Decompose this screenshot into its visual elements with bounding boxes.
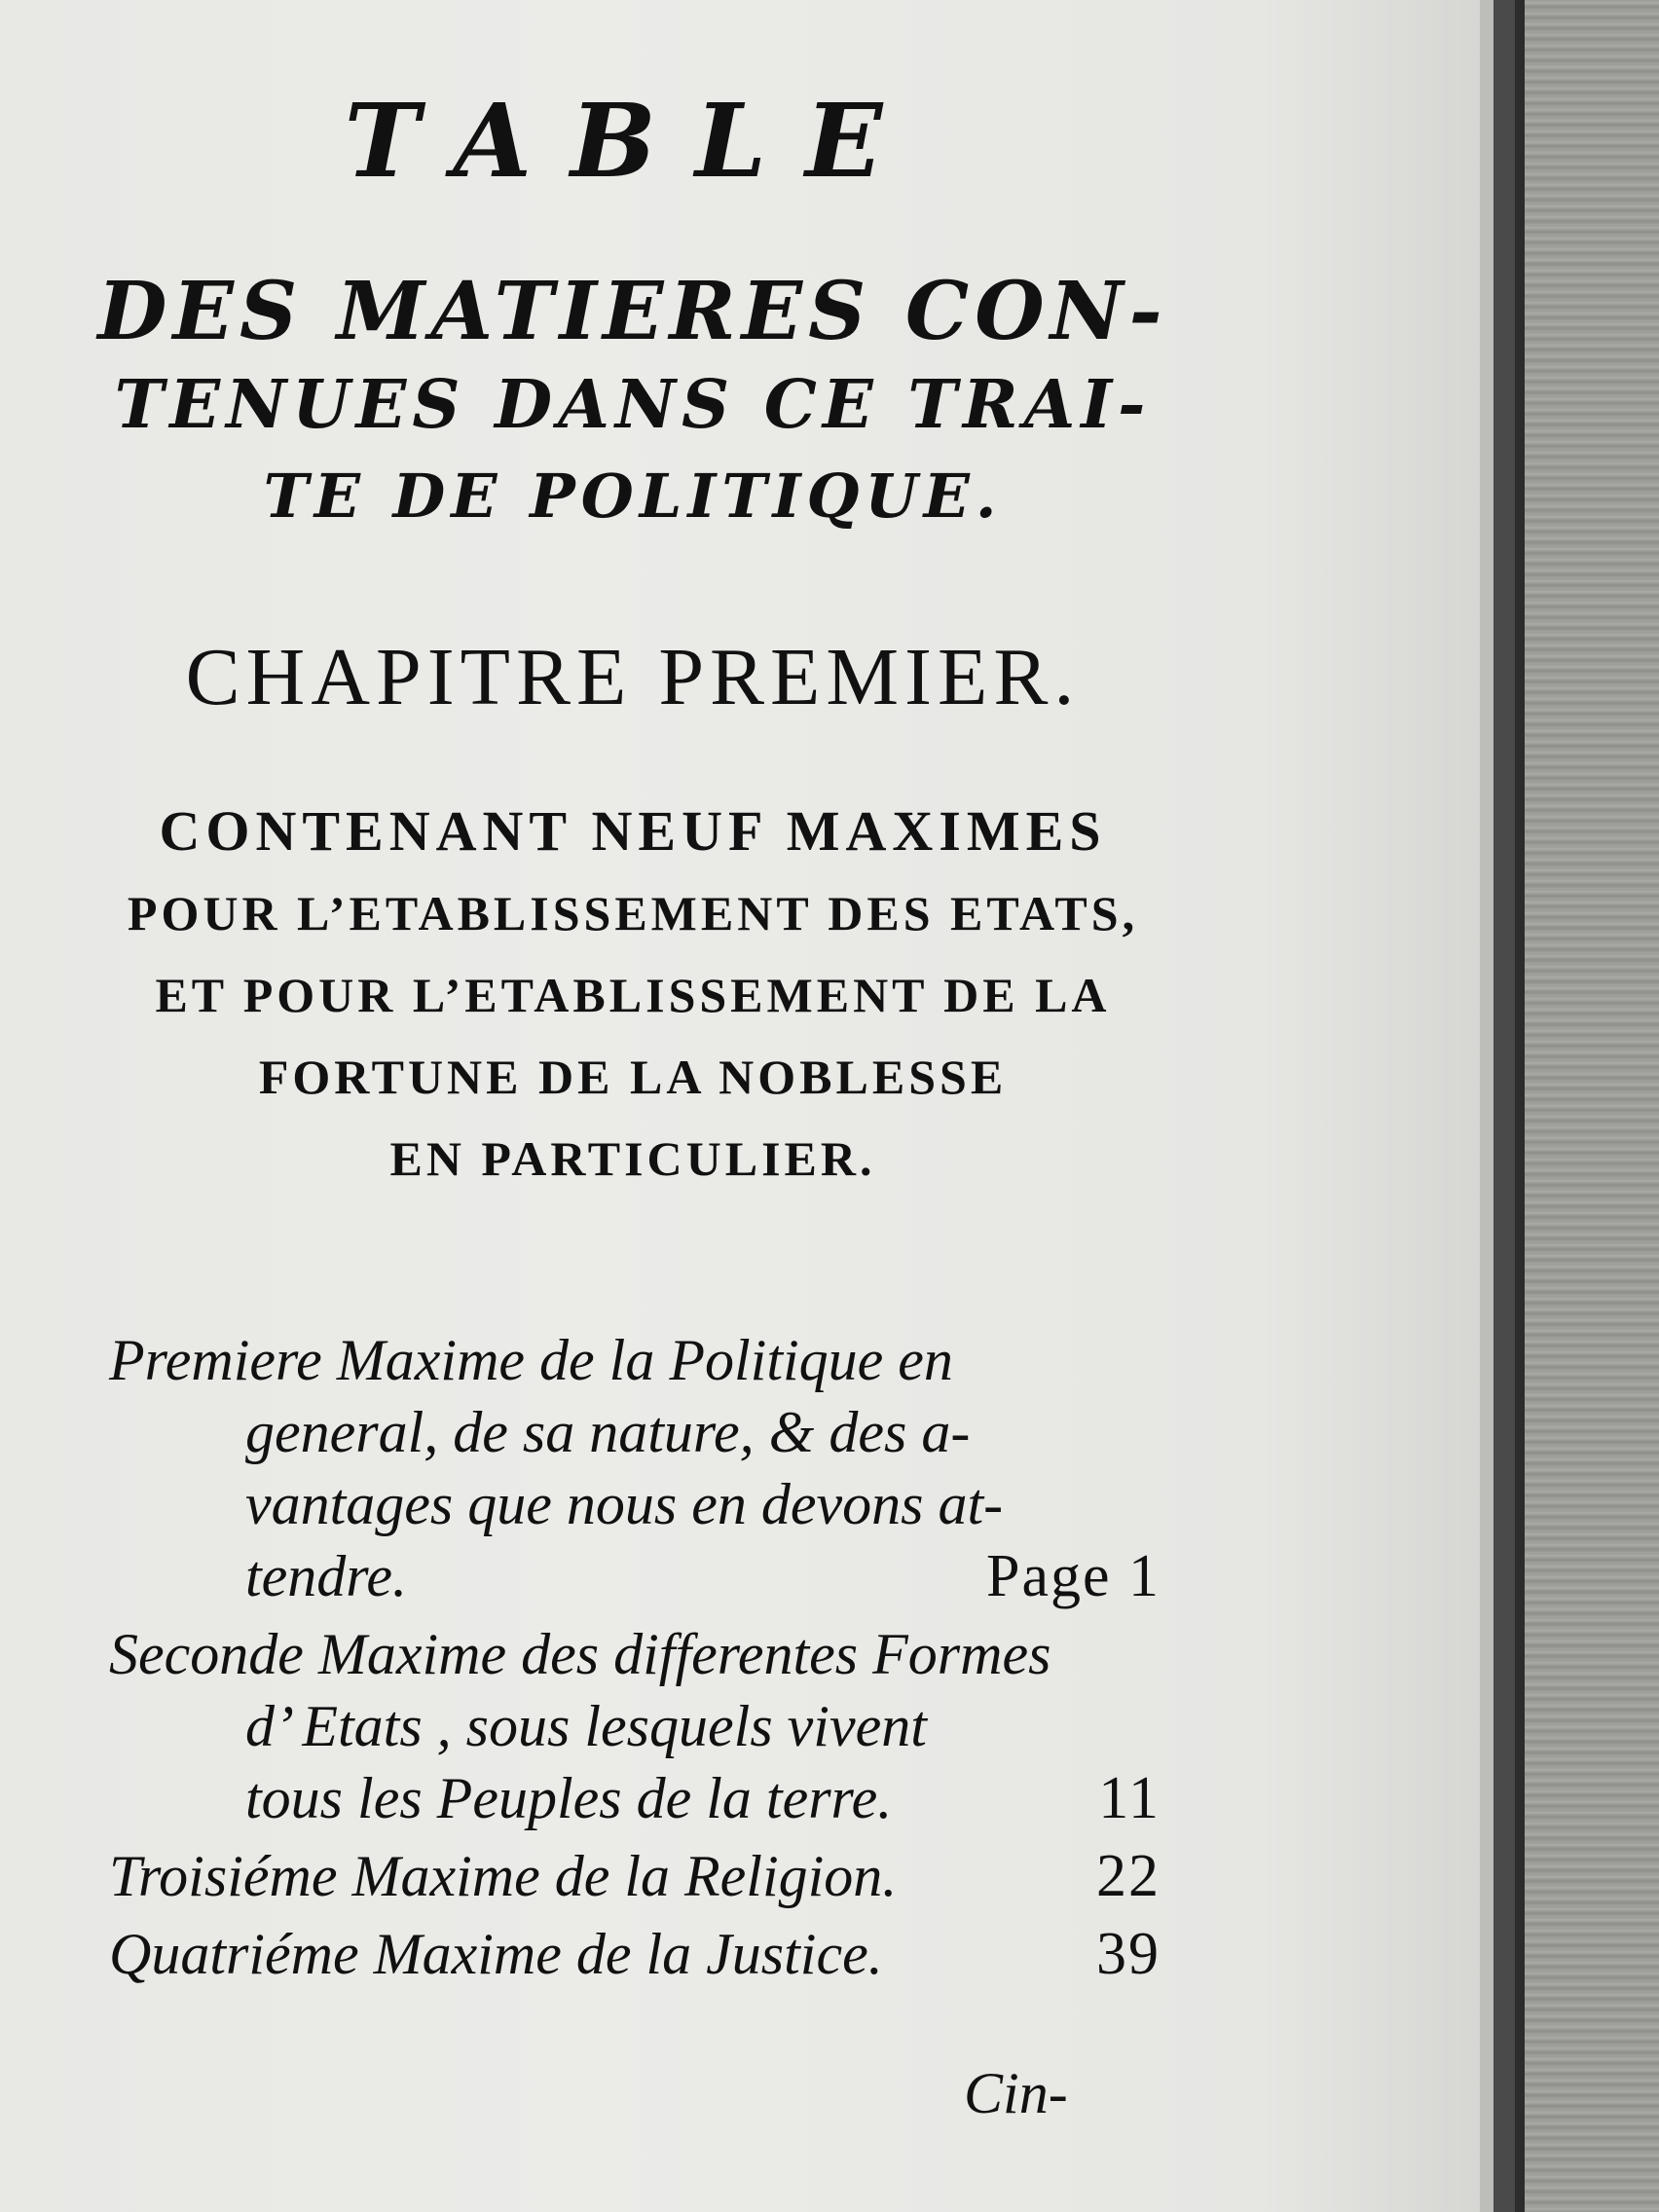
- contents-entry: [109, 1324, 1161, 1612]
- chapter-title: CHAPITRE PREMIER.: [185, 632, 1081, 722]
- entry-page-number: 39: [1096, 1921, 1161, 1987]
- table-subtitle: [97, 265, 1168, 541]
- table-heading: TABLE: [344, 81, 922, 201]
- contents-list: [109, 1324, 1161, 1996]
- entry-page-number: 22: [1096, 1843, 1161, 1909]
- subtitle-line: DES MATIERES CON-: [97, 265, 1168, 358]
- chapter-summary: [97, 791, 1168, 1199]
- summary-line: ET POUR L’ETABLISSEMENT DE LA: [155, 968, 1111, 1022]
- entry-page-number: 11: [1098, 1765, 1161, 1831]
- entry-line: general, de sa nature, & des a-: [245, 1400, 971, 1464]
- entry-line: Premiere Maxime de la Politique en: [109, 1328, 953, 1392]
- contents-entry: [109, 1618, 1161, 1834]
- spine-shadow: [1493, 0, 1515, 2212]
- entry-line: d’ Etats , sous lesquels vivent: [245, 1694, 927, 1758]
- entry-line: vantages que nous en devons at-: [245, 1472, 1004, 1536]
- entry-line: tous les Peuples de la terre.: [245, 1766, 893, 1830]
- entry-line: Quatriéme Maxime de la Justice.: [109, 1922, 883, 1986]
- contents-entry: [109, 1918, 1161, 1990]
- summary-line: FORTUNE DE LA NOBLESSE: [258, 1050, 1008, 1104]
- entry-line: tendre.: [245, 1544, 408, 1608]
- entry-page-number: Page 1: [985, 1543, 1161, 1609]
- subtitle-line: TENUES DANS CE TRAI-: [114, 366, 1152, 444]
- summary-line: EN PARTICULIER.: [389, 1131, 876, 1186]
- catchword: Cin-: [964, 2061, 1068, 2125]
- contents-entry: [109, 1840, 1161, 1912]
- subtitle-line: TE DE POLITIQUE.: [263, 461, 1003, 532]
- page-edge: [1480, 0, 1493, 2212]
- entry-line: Troisiéme Maxime de la Religion.: [109, 1844, 898, 1908]
- spine-edge: [1515, 0, 1525, 2212]
- summary-line: CONTENANT NEUF MAXIMES: [159, 799, 1107, 863]
- book-cover-board: [1525, 0, 1659, 2212]
- summary-line: POUR L’ETABLISSEMENT DES ETATS,: [127, 886, 1139, 940]
- entry-line: Seconde Maxime des differentes Formes: [109, 1622, 1051, 1686]
